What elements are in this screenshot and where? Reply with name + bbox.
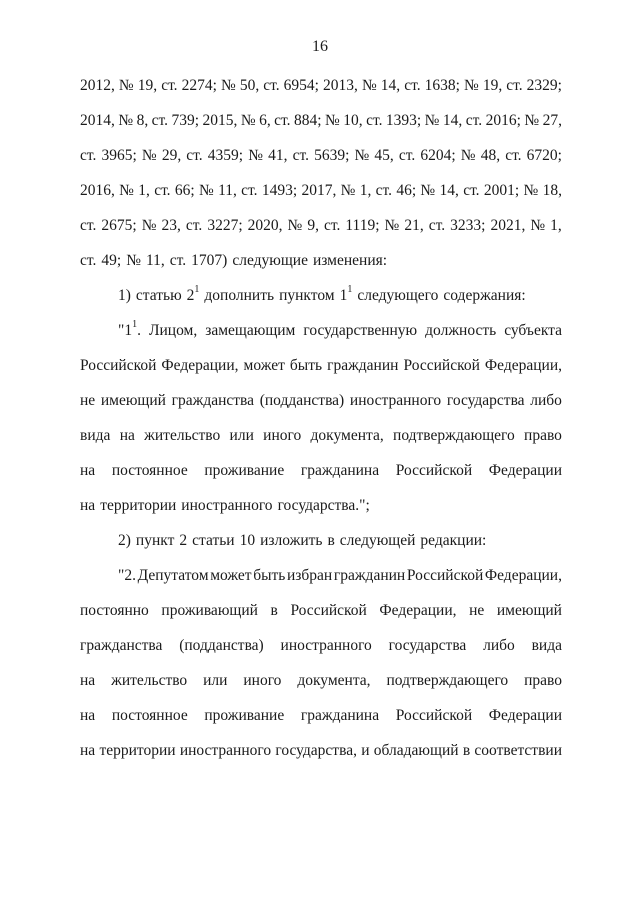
word: Лицом, <box>148 322 198 339</box>
word: № <box>424 112 440 129</box>
word: ст. <box>80 147 97 164</box>
word: 1119; <box>345 217 380 234</box>
word: иного <box>243 672 282 689</box>
word: 2 <box>179 532 188 549</box>
word: № <box>361 77 377 94</box>
word: Федерации, <box>484 567 562 584</box>
text-line <box>80 733 562 768</box>
word: ст. <box>241 182 258 199</box>
word: 2014, <box>80 112 115 129</box>
word: ст. <box>263 77 280 94</box>
word: пунктом <box>279 287 335 304</box>
word: может <box>243 357 285 374</box>
word: право <box>524 427 562 444</box>
word: не <box>80 392 96 409</box>
word: иного <box>263 427 302 444</box>
document-body <box>80 68 562 768</box>
word: ст. <box>186 147 203 164</box>
text-line <box>80 523 562 558</box>
word: ст. <box>80 217 97 234</box>
superscript: 1 <box>194 283 200 295</box>
word: 2329; <box>526 77 562 94</box>
word: № <box>460 147 476 164</box>
word: № <box>325 112 340 129</box>
word: ст. <box>292 147 309 164</box>
word: 2675; <box>101 217 137 234</box>
word: № <box>119 182 134 199</box>
text-line <box>80 243 562 278</box>
word: постоянное <box>111 462 188 479</box>
word: следующей <box>339 532 416 549</box>
word: жительство <box>111 672 188 689</box>
word: 1, <box>138 182 150 199</box>
word: обладающий <box>373 742 459 759</box>
word: гражданина <box>300 707 380 724</box>
word: на <box>80 707 96 724</box>
word: иностранного <box>280 637 372 654</box>
word: государства <box>446 392 525 409</box>
word: жительство <box>144 427 221 444</box>
word: 6720; <box>526 147 562 164</box>
word: ст. <box>428 217 446 234</box>
word: № <box>354 147 370 164</box>
word: в <box>270 602 278 619</box>
word: на <box>80 497 96 514</box>
word: ст. <box>154 182 171 199</box>
text-line <box>80 383 562 418</box>
word: либо <box>530 392 562 409</box>
word: № <box>220 77 236 94</box>
word: ст. <box>80 252 97 269</box>
word: 11, <box>218 182 237 199</box>
word: проживание <box>204 707 285 724</box>
word: № <box>118 112 134 129</box>
word: Федерации, <box>484 357 562 374</box>
word: субъекта <box>504 322 562 339</box>
word: 1, <box>359 182 372 199</box>
word: № <box>384 217 400 234</box>
text-line <box>80 173 562 208</box>
word: гражданина <box>300 462 380 479</box>
word: ст. <box>506 77 523 94</box>
word: 41, <box>268 147 288 164</box>
word: соответствии <box>474 742 562 759</box>
word: следующего <box>357 287 439 304</box>
text-line <box>80 138 562 173</box>
word: (подданства) <box>179 637 264 654</box>
word: ст. <box>505 147 522 164</box>
text-line <box>80 103 562 138</box>
word: 21, <box>404 217 424 234</box>
text-line <box>80 663 562 698</box>
word: проживание <box>204 462 285 479</box>
word: документа, <box>310 427 384 444</box>
superscript: 1 <box>347 283 353 295</box>
word: Российской <box>406 567 484 584</box>
word: гражданства <box>80 637 163 654</box>
text-line <box>80 488 562 523</box>
word: 884; <box>293 112 322 129</box>
word: 18, <box>542 182 562 199</box>
word: постоянно <box>80 602 149 619</box>
word: документа, <box>297 672 371 689</box>
word: № <box>240 112 256 129</box>
word: № <box>340 182 356 199</box>
word: 14, <box>442 112 463 129</box>
word: иностранного <box>349 392 442 409</box>
word: № <box>118 77 134 94</box>
word: 1) <box>118 287 131 304</box>
word: 50, <box>239 77 260 94</box>
word: 8, <box>136 112 149 129</box>
word: 5639; <box>314 147 350 164</box>
word: 19, <box>482 77 503 94</box>
word: в <box>462 742 471 759</box>
word: быть <box>253 567 286 584</box>
word: территории <box>99 742 176 759</box>
word: 4359; <box>207 147 244 164</box>
word: постоянное <box>111 707 188 724</box>
word: 46; <box>396 182 417 199</box>
word: 1393; <box>385 112 422 129</box>
word: № <box>141 217 157 234</box>
word: ст. <box>323 217 341 234</box>
word: 27, <box>542 112 562 129</box>
word: имеющий <box>496 602 562 619</box>
text-line <box>80 348 562 383</box>
word: замещающим <box>205 322 296 339</box>
text-line <box>80 68 562 103</box>
word: или <box>229 427 254 444</box>
word: № <box>141 147 157 164</box>
superscript: 1 <box>132 318 138 330</box>
word: ст. <box>185 217 203 234</box>
word: ст. <box>366 112 383 129</box>
word: 2021, <box>490 217 526 234</box>
word: "2. <box>118 567 136 584</box>
word: № <box>530 217 546 234</box>
word: ст. <box>274 112 291 129</box>
word: избран <box>286 567 333 584</box>
word: 2013, <box>323 77 358 94</box>
word: 10, <box>343 112 363 129</box>
word: ст. <box>169 252 187 269</box>
word: гражданства <box>171 392 255 409</box>
word: 14, <box>380 77 401 94</box>
word: 11, <box>145 252 165 269</box>
word: 66; <box>174 182 195 199</box>
word: 2020, <box>247 217 283 234</box>
word: 9, <box>307 217 319 234</box>
word: 2274; <box>181 77 217 94</box>
word: Депутатом <box>137 567 209 584</box>
word: статью <box>135 287 182 304</box>
word: № <box>524 112 540 129</box>
word: ст. <box>375 182 393 199</box>
word: 23, <box>161 217 181 234</box>
word: 2012, <box>80 77 115 94</box>
word: Федерации <box>488 462 562 479</box>
word: 1707) <box>191 252 228 269</box>
word: подтверждающего <box>386 672 509 689</box>
word: не <box>469 602 485 619</box>
word: может <box>210 567 252 584</box>
word: Российской <box>80 357 157 374</box>
word: изменения: <box>312 252 388 269</box>
word: $2^1$ <box>186 283 200 304</box>
word: на <box>80 742 96 759</box>
word: 19, <box>137 77 158 94</box>
word: № <box>463 77 479 94</box>
word: 3965; <box>101 147 137 164</box>
word: № <box>248 147 263 164</box>
word: пункт <box>135 532 175 549</box>
word: Российской <box>395 462 473 479</box>
text-line <box>80 313 562 348</box>
word: Российской <box>290 602 367 619</box>
word: следующие <box>232 252 308 269</box>
text-line <box>80 453 562 488</box>
word: изложить <box>260 532 323 549</box>
word: 2001; <box>483 182 520 199</box>
word: 45, <box>374 147 394 164</box>
word: Федерации, <box>161 357 239 374</box>
word: ст. <box>398 147 416 164</box>
word: государства, <box>275 742 357 759</box>
word: № <box>420 182 436 199</box>
word: либо <box>483 637 515 654</box>
word: № <box>198 182 214 199</box>
word: ст. <box>151 112 169 129</box>
text-line <box>80 628 562 663</box>
word: 2016; <box>485 112 521 129</box>
word: 2016, <box>80 182 115 199</box>
word: ст. <box>463 182 480 199</box>
word: дополнить <box>204 287 275 304</box>
word: на <box>119 427 135 444</box>
word: Федерации <box>488 707 562 724</box>
word: должность <box>425 322 497 339</box>
word: (подданства) <box>259 392 345 409</box>
page-number: 16 <box>312 38 328 55</box>
word: ст. <box>161 77 178 94</box>
word: 49; <box>101 252 122 269</box>
word: 2017, <box>301 182 337 199</box>
word: 739; <box>171 112 200 129</box>
word: 1, <box>550 217 562 234</box>
word: 6954; <box>283 77 319 94</box>
word: проживающий <box>161 602 258 619</box>
word: редакции: <box>420 532 487 549</box>
word: территории <box>100 497 177 514</box>
word: на <box>80 462 96 479</box>
word: подтверждающего <box>393 427 515 444</box>
word: или <box>203 672 228 689</box>
word: 6204; <box>420 147 456 164</box>
text-line <box>80 418 562 453</box>
word: 1638; <box>424 77 460 94</box>
text-line <box>80 698 562 733</box>
word: содержания: <box>443 287 526 304</box>
word: иностранного <box>181 497 273 514</box>
word: 3233; <box>450 217 486 234</box>
word: 3227; <box>207 217 243 234</box>
word: вида <box>80 427 111 444</box>
word: государства."; <box>277 497 370 514</box>
word: ст. <box>404 77 421 94</box>
word: государства <box>388 637 467 654</box>
word: № <box>523 182 539 199</box>
word: 6, <box>259 112 271 129</box>
word: государственную <box>303 322 418 339</box>
word: 10 <box>239 532 256 549</box>
text-line <box>80 593 562 628</box>
word: имеющий <box>100 392 166 409</box>
word: № <box>287 217 303 234</box>
word: 14, <box>439 182 459 199</box>
word: право <box>524 672 562 689</box>
word: 1493; <box>261 182 298 199</box>
word: № <box>126 252 141 269</box>
word: статьи <box>192 532 235 549</box>
word: 2015, <box>202 112 238 129</box>
text-line <box>80 278 562 313</box>
word: $1^1$ <box>339 283 353 304</box>
word: и <box>361 742 370 759</box>
word: ст. <box>465 112 483 129</box>
word: Федерации, <box>379 602 457 619</box>
text-line <box>80 208 562 243</box>
word: на <box>80 672 96 689</box>
word: 2) <box>118 532 131 549</box>
word: "$1^1$. <box>118 318 141 339</box>
word: вида <box>531 637 562 654</box>
word: гражданин <box>327 357 399 374</box>
word: иностранного <box>179 742 272 759</box>
word: Российской <box>403 357 480 374</box>
word: 29, <box>161 147 182 164</box>
word: 48, <box>480 147 501 164</box>
word: Российской <box>395 707 473 724</box>
word: быть <box>289 357 323 374</box>
text-line <box>80 558 562 593</box>
word: в <box>327 532 335 549</box>
word: гражданин <box>333 567 406 584</box>
